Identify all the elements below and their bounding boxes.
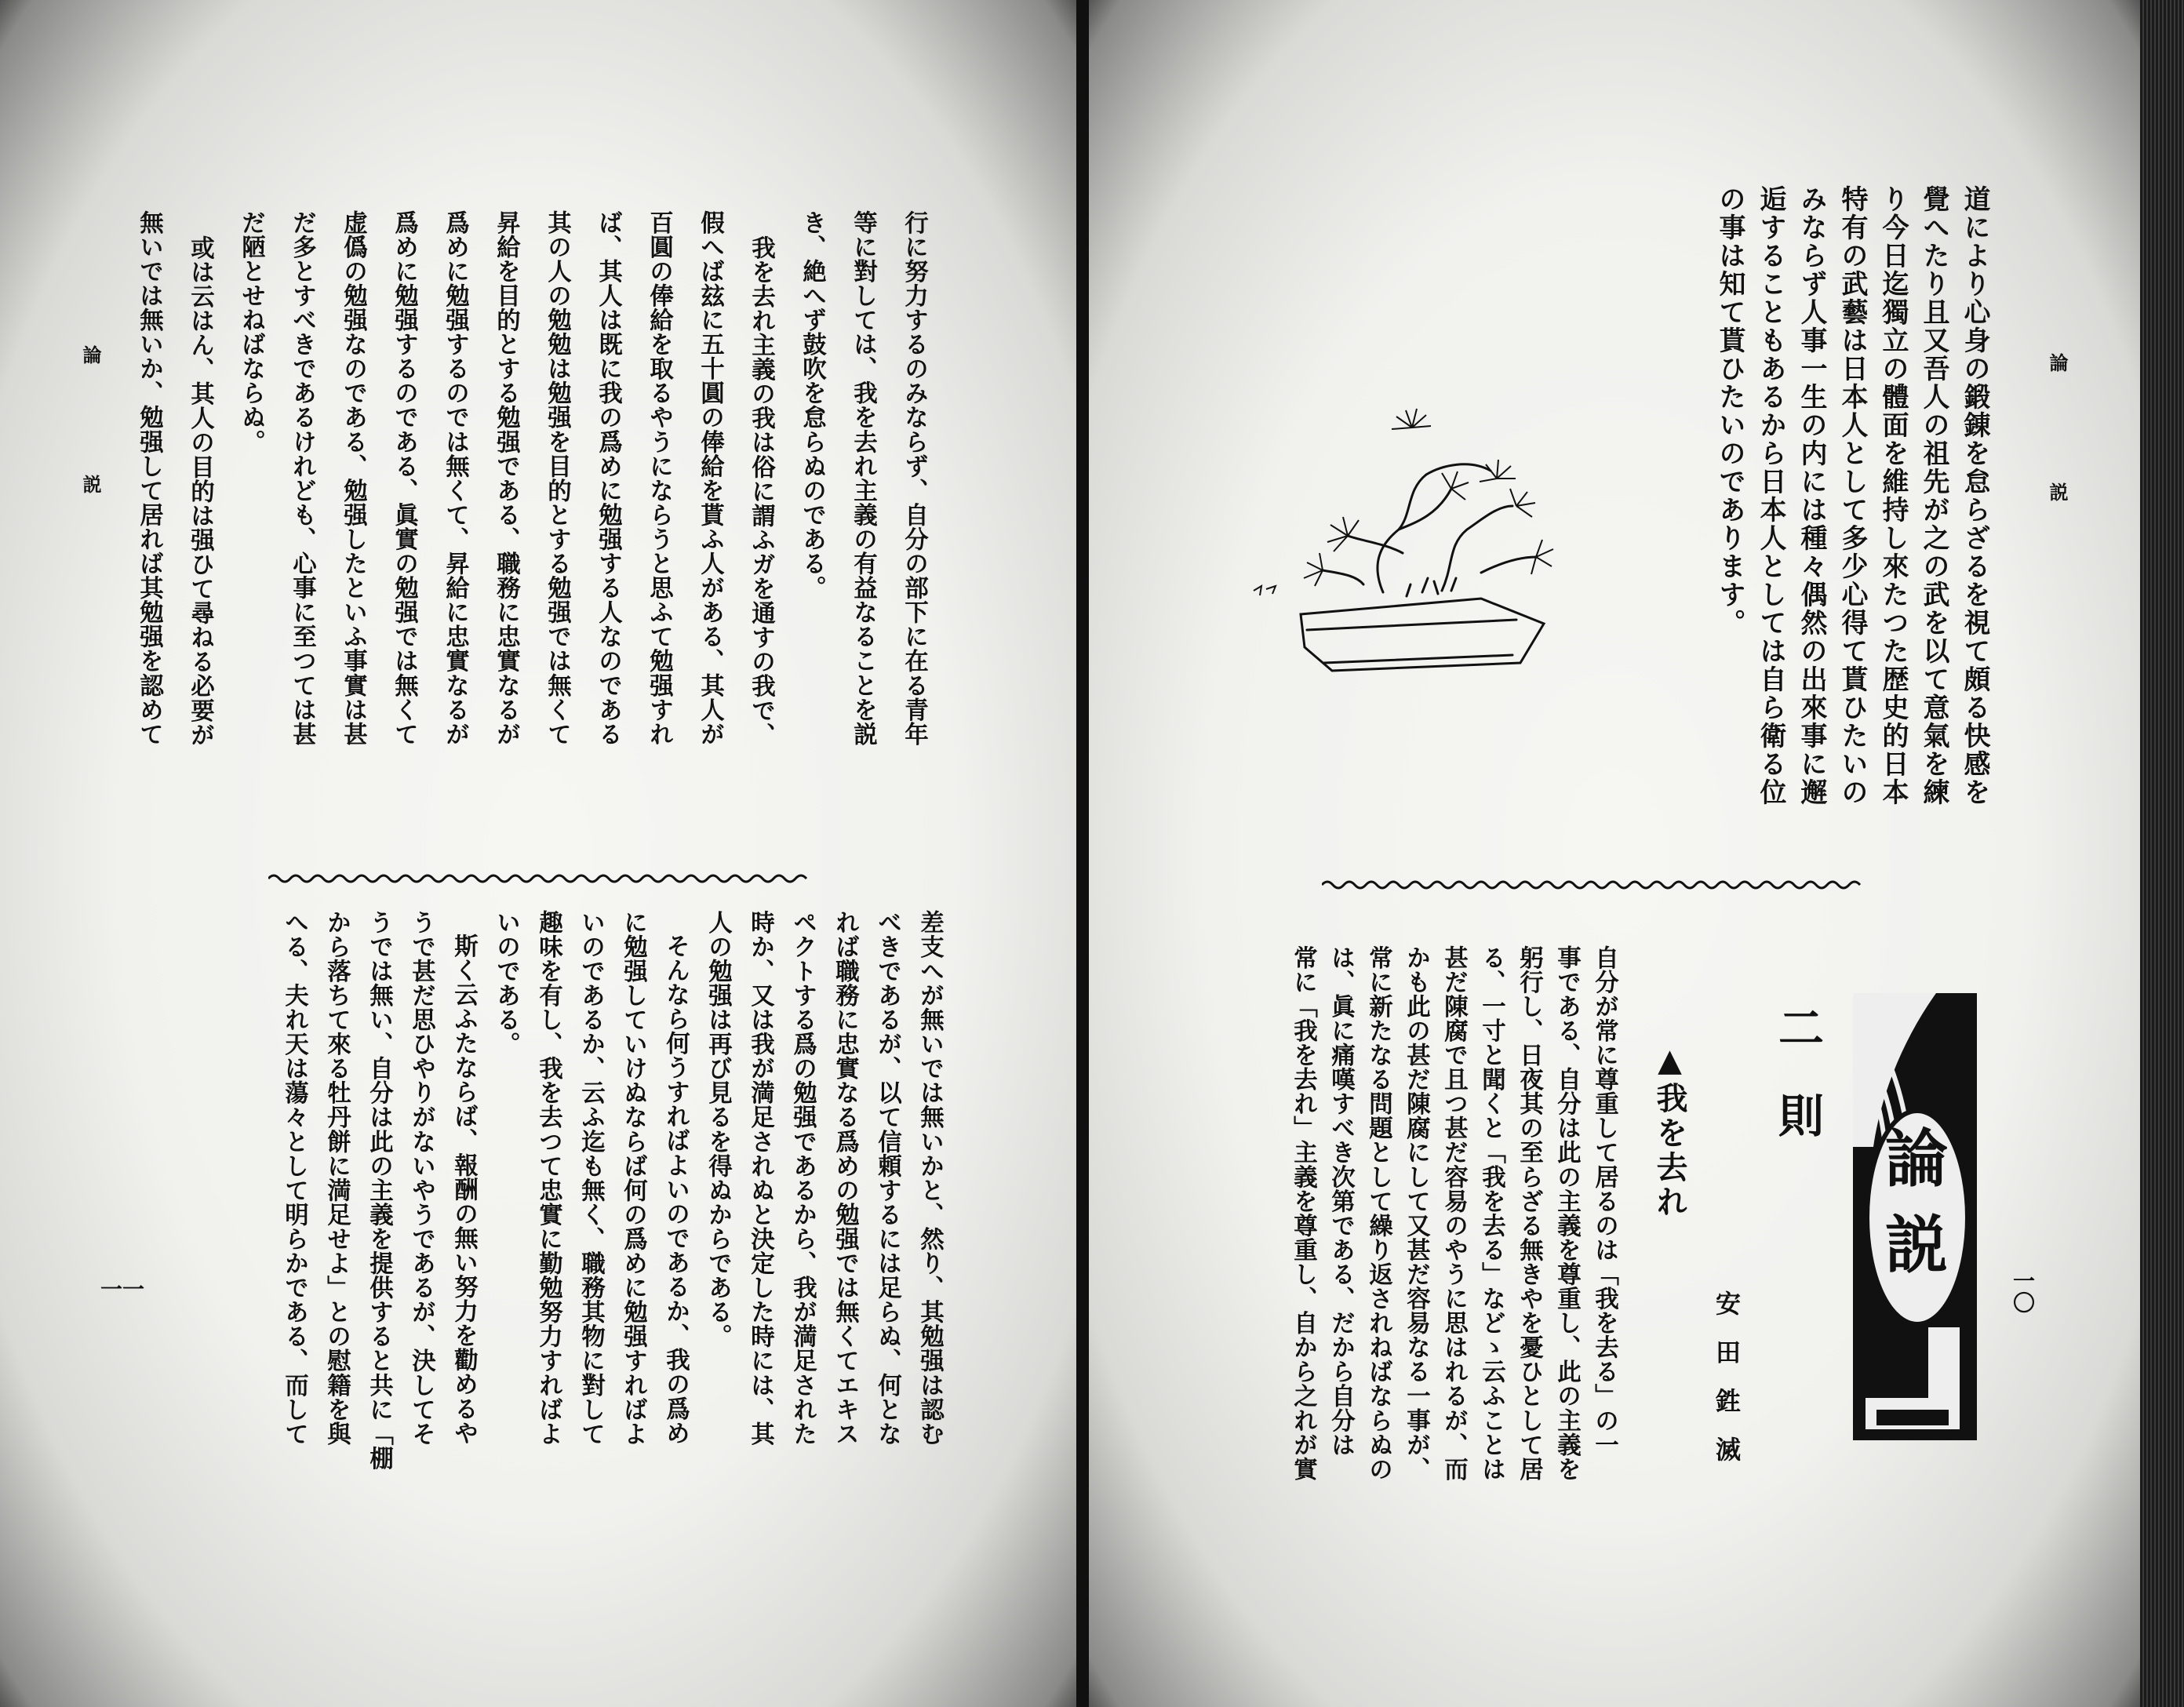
text-column: 常に新たなる問題として繰り返されねばならぬの: [1364, 945, 1393, 1482]
text-column: 等に對しては、我を去れ主義の有益なることを説: [849, 210, 878, 747]
right-wavy-divider: [1322, 879, 1863, 891]
text-column: べきであるが、以て信頼するには足らぬ、何とな: [873, 910, 902, 1447]
text-column: 逅することもあるから日本人としては自ら衛る位: [1755, 185, 1786, 806]
text-column: 無いでは無いか、勉强して居れば其勉强を認めて: [135, 210, 164, 747]
text-column: れば職務に忠實なる爲めの勉强では無くてエキス: [831, 910, 860, 1447]
text-column: 昇給を目的とする勉强である、職務に忠實なるが: [492, 210, 521, 747]
text-column: る、一寸と聞くと「我を去る」などゝ云ふことは: [1477, 945, 1506, 1482]
text-column: り今日迄獨立の體面を維持し來たつた歴史的日本: [1877, 185, 1909, 806]
page-edge-stack: [2140, 0, 2184, 1707]
text-column: 行に努力するのみならず、自分の部下に在る青年: [900, 210, 929, 747]
text-column: 虚僞の勉强なのである、勉强したといふ事實は甚: [339, 210, 368, 747]
text-column: から落ちて來る牡丹餅に満足せよ」との慰籍を與: [322, 910, 351, 1447]
book-spine: [1076, 0, 1089, 1707]
text-column: 假へば玆に五十圓の俸給を貰ふ人がある、其人が: [696, 210, 725, 747]
text-column: 百圓の俸給を取るやうにならうと思ふて勉强すれ: [645, 210, 674, 747]
text-column: うで甚だ思ひやりがないやうであるが、決してそ: [407, 910, 436, 1447]
text-column: みならず人事一生の内には種々偶然の出來事に邂: [1796, 185, 1827, 806]
text-column: 人の勉强は再び見るを得ぬからである。: [704, 910, 733, 1348]
text-column: ば、其人は既に我の爲めに勉强する人なのである: [594, 210, 623, 747]
text-column: だ陋とせねばならぬ。: [237, 210, 266, 454]
text-column: 道により心身の鍛錬を怠らざるを視て頗る快感を: [1959, 185, 1990, 806]
section-heading: ▲我を去れ: [1651, 1042, 1688, 1220]
text-column: の事は知て貰ひたいのであります。: [1714, 185, 1745, 637]
text-column: いのである。: [492, 910, 521, 1057]
text-column: 特有の武藝は日本人として多少心得て貰ひたいの: [1836, 185, 1868, 806]
text-column: は、眞に痛嘆すべき次第である、だから自分は: [1327, 945, 1356, 1458]
text-column: いのであるか、云ふ迄も無く、職務其物に對して: [577, 910, 606, 1447]
article-number: 二則: [1771, 1004, 1824, 1180]
right-running-header: 論 説: [2046, 353, 2069, 545]
text-column: 斯く云ふたならば、報酬の無い努力を勸めるや: [450, 934, 479, 1446]
text-column: 差支へが無いでは無いかと、然り、其勉强は認む: [915, 910, 945, 1447]
text-column: 甚だ陳腐で且つ甚だ容易のやうに思はれるが、而: [1440, 945, 1469, 1482]
text-column: 爲めに勉强するのでは無くて、昇給に忠實なるが: [441, 210, 470, 747]
title-char-setsu: 説: [1885, 1208, 1948, 1282]
text-column: そんなら何うすればよいのであるか、我の爲め: [661, 934, 690, 1446]
text-column: 爲めに勉强するのである、眞實の勉强では無くて: [390, 210, 419, 747]
text-column: へる、夫れ天は蕩々として明らかである、而して: [280, 910, 309, 1447]
title-box: [1850, 990, 1980, 1443]
text-column: 事である、自分は此の主義を尊重し、此の主義を: [1552, 945, 1582, 1482]
left-page-number: 一一: [100, 1276, 145, 1302]
text-column: 自分が常に尊重して居るのは「我を去る」の一: [1590, 945, 1619, 1458]
text-column: 時か、又は我が満足されぬと決定した時には、其: [746, 910, 775, 1447]
text-column: ペクトする爲の勉强であるから、我が満足された: [788, 910, 817, 1447]
text-column: 其の人の勉勉は勉强を目的とする勉强では無くて: [543, 210, 572, 747]
title-char-ron: 論: [1885, 1122, 1948, 1196]
author-name: 安田鉎滅: [1712, 1290, 1742, 1485]
bonsai-illustration: [1246, 396, 1607, 698]
text-column: き、絶へず鼓吹を怠らぬのである。: [798, 210, 827, 600]
text-column: 覺へたり且又吾人の祖先が之の武を以て意氣を練: [1918, 185, 1949, 806]
text-column: 常に「我を去れ」主義を尊重し、自から之れが實: [1289, 945, 1318, 1482]
text-column: 趣味を有し、我を去つて忠實に勤勉努力すればよ: [534, 910, 563, 1447]
text-column: だ多とすべきであるけれども、心事に至つては甚: [288, 210, 317, 747]
text-column: 或は云はん、其人の目的は强ひて尋ねる必要が: [186, 235, 215, 748]
text-column: かも此の甚だ陳腐にして又甚だ容易なる一事が、: [1402, 945, 1431, 1482]
text-column: 躬行し、日夜其の至らざる無きやを憂ひとして居: [1515, 945, 1544, 1482]
left-wavy-divider: [268, 872, 810, 885]
text-column: 我を去れ主義の我は俗に謂ふガを通すの我で、: [747, 235, 776, 748]
text-column: に勉强していけぬならば何の爲めに勉强すればよ: [619, 910, 648, 1447]
text-column: うでは無い、自分は此の主義を提供すると共に「棚: [365, 910, 394, 1471]
right-page-number: 一〇: [2010, 1269, 2036, 1313]
left-running-header: 論 説: [79, 345, 102, 537]
